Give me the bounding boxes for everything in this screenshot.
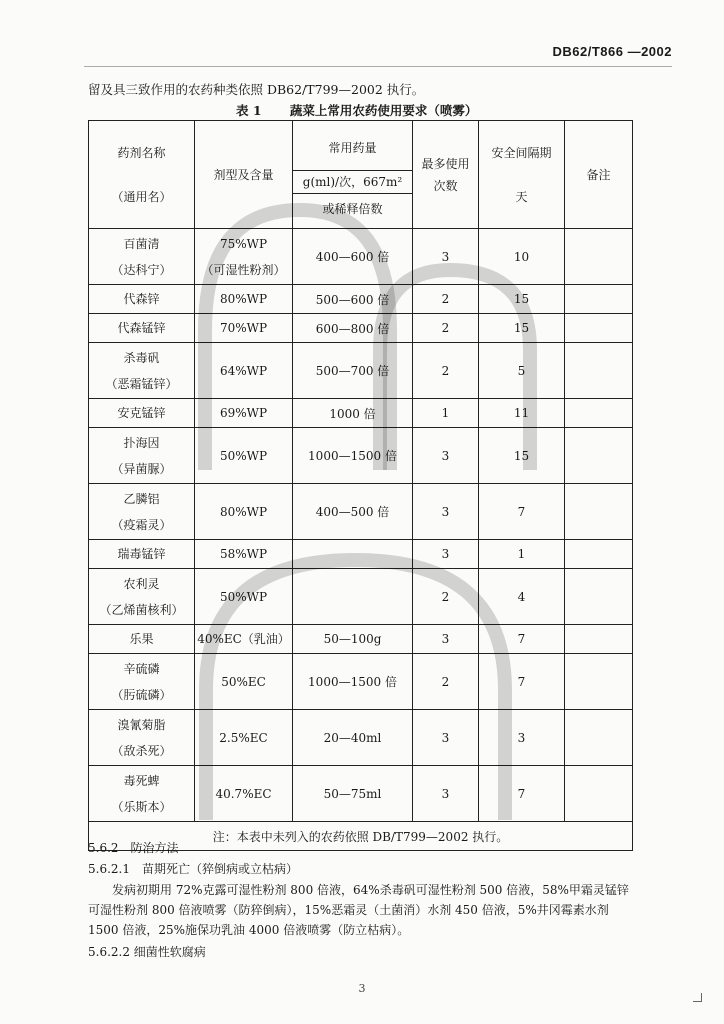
cell-dose: 400—500 倍 <box>293 484 413 540</box>
cell-name: 杀毒矾 （恶霜锰锌） <box>89 343 195 399</box>
cell-name: 溴氰菊脂 （敌杀死） <box>89 710 195 766</box>
cell-dose: 600—800 倍 <box>293 314 413 343</box>
section-5-6-2-2: 5.6.2.2 细菌性软腐病 <box>88 945 206 959</box>
cell-interval: 15 <box>479 314 565 343</box>
table-row <box>89 710 633 766</box>
cell-max-uses: 3 <box>413 625 479 654</box>
cell-formulation: 80%WP <box>195 285 293 314</box>
table-row <box>89 314 633 343</box>
cell-dose: 1000 倍 <box>293 399 413 428</box>
cell-max-uses: 2 <box>413 314 479 343</box>
cell-max-uses: 3 <box>413 766 479 822</box>
cell-remarks <box>565 428 633 484</box>
table-row <box>89 343 633 399</box>
table-header-row <box>89 121 633 229</box>
table-row <box>89 285 633 314</box>
cell-name: 毒死蜱 （乐斯本） <box>89 766 195 822</box>
cell-interval: 7 <box>479 484 565 540</box>
cell-remarks <box>565 654 633 710</box>
cell-name: 百菌清 （达科宁） <box>89 229 195 285</box>
section-5-6-2-1: 5.6.2.1 苗期死亡（猝倒病或立枯病） <box>88 862 298 876</box>
section-5-6-2: 5.6.2 防治方法 <box>88 841 179 855</box>
cell-dose <box>293 569 413 625</box>
cell-name: 辛硫磷 （肟硫磷） <box>89 654 195 710</box>
cell-formulation: 40.7%EC <box>195 766 293 822</box>
cell-formulation: 75%WP （可湿性粉剂） <box>195 229 293 285</box>
cell-dose: 1000—1500 倍 <box>293 428 413 484</box>
cell-formulation: 70%WP <box>195 314 293 343</box>
cell-name: 农利灵 （乙烯菌核利） <box>89 569 195 625</box>
cell-max-uses: 2 <box>413 654 479 710</box>
cell-interval: 15 <box>479 285 565 314</box>
table-row <box>89 766 633 822</box>
cell-formulation: 64%WP <box>195 343 293 399</box>
cell-remarks <box>565 399 633 428</box>
cell-interval: 3 <box>479 710 565 766</box>
cell-max-uses: 3 <box>413 540 479 569</box>
header-formulation: 剂型及含量 <box>195 121 293 229</box>
cell-interval: 7 <box>479 766 565 822</box>
table-row <box>89 625 633 654</box>
cell-formulation: 69%WP <box>195 399 293 428</box>
table-row <box>89 654 633 710</box>
cell-dose: 50—100g <box>293 625 413 654</box>
table-caption <box>236 101 477 119</box>
pesticide-table <box>88 120 633 851</box>
cell-formulation: 80%WP <box>195 484 293 540</box>
cell-name: 乙膦铝 （疫霜灵） <box>89 484 195 540</box>
cell-max-uses: 1 <box>413 399 479 428</box>
cell-remarks <box>565 314 633 343</box>
intro-text: 留及具三致作用的农药种类依照 DB62/T799—2002 执行。 <box>88 82 425 97</box>
cell-remarks <box>565 229 633 285</box>
cell-remarks <box>565 766 633 822</box>
cell-interval: 4 <box>479 569 565 625</box>
cell-remarks <box>565 285 633 314</box>
cell-interval: 5 <box>479 343 565 399</box>
cell-max-uses: 3 <box>413 710 479 766</box>
header-remarks: 备注 <box>565 121 633 229</box>
cell-formulation: 50%WP <box>195 428 293 484</box>
cell-name: 瑞毒锰锌 <box>89 540 195 569</box>
cell-interval: 1 <box>479 540 565 569</box>
cell-formulation: 58%WP <box>195 540 293 569</box>
cell-interval: 15 <box>479 428 565 484</box>
cell-max-uses: 3 <box>413 229 479 285</box>
header-name: 药剂名称 （通用名） <box>89 121 195 229</box>
standard-code: DB62/T866 —2002 <box>552 44 672 59</box>
cell-remarks <box>565 484 633 540</box>
cell-dose: 1000—1500 倍 <box>293 654 413 710</box>
table-row <box>89 229 633 285</box>
table-number: 表 1 <box>236 103 262 118</box>
table-footnote: 注：本表中未列入的农药依照 DB/T799—2002 执行。 <box>89 822 633 851</box>
cell-max-uses: 2 <box>413 343 479 399</box>
header-max-uses: 最多使用 次数 <box>413 121 479 229</box>
cell-formulation: 50%EC <box>195 654 293 710</box>
cell-name: 代森锰锌 <box>89 314 195 343</box>
cell-remarks <box>565 569 633 625</box>
table-title: 蔬菜上常用农药使用要求（喷雾） <box>289 103 478 118</box>
cell-name: 代森锌 <box>89 285 195 314</box>
table-row <box>89 540 633 569</box>
cell-name: 安克锰锌 <box>89 399 195 428</box>
page-number: 3 <box>358 982 366 995</box>
cell-interval: 7 <box>479 654 565 710</box>
cell-max-uses: 2 <box>413 569 479 625</box>
table-row <box>89 569 633 625</box>
cell-interval: 7 <box>479 625 565 654</box>
header-dose: 常用药量 g(ml)/次，667m² 或稀释倍数 <box>293 121 413 229</box>
cell-max-uses: 3 <box>413 484 479 540</box>
cell-dose: 500—700 倍 <box>293 343 413 399</box>
cell-max-uses: 3 <box>413 428 479 484</box>
cell-formulation: 2.5%EC <box>195 710 293 766</box>
cell-dose: 50—75ml <box>293 766 413 822</box>
cell-max-uses: 2 <box>413 285 479 314</box>
cell-name: 扑海因 （异菌脲） <box>89 428 195 484</box>
corner-mark <box>693 993 702 1002</box>
cell-remarks <box>565 343 633 399</box>
section-5-6-2-1-paragraph: 发病初期用 72%克露可湿性粉剂 800 倍液，64%杀毒矾可湿性粉剂 500 倍液，58%甲霜灵锰锌可湿性粉剂 800 倍液喷雾（防猝倒病），15%恶霜灵（土菌消）水剂 450 倍液，5%井冈霉素水剂 1500 倍液，25%施保功乳油 4000 倍液喷雾（防立枯病）。 <box>88 883 629 937</box>
cell-interval: 10 <box>479 229 565 285</box>
cell-remarks <box>565 710 633 766</box>
table-row <box>89 428 633 484</box>
table-row <box>89 399 633 428</box>
cell-formulation: 50%WP <box>195 569 293 625</box>
cell-dose: 20—40ml <box>293 710 413 766</box>
cell-interval: 11 <box>479 399 565 428</box>
cell-remarks <box>565 540 633 569</box>
header-interval: 安全间隔期 天 <box>479 121 565 229</box>
cell-dose: 500—600 倍 <box>293 285 413 314</box>
cell-formulation: 40%EC（乳油） <box>195 625 293 654</box>
cell-remarks <box>565 625 633 654</box>
cell-dose: 400—600 倍 <box>293 229 413 285</box>
table-row <box>89 484 633 540</box>
header-rule <box>84 66 672 67</box>
cell-name: 乐果 <box>89 625 195 654</box>
cell-dose <box>293 540 413 569</box>
